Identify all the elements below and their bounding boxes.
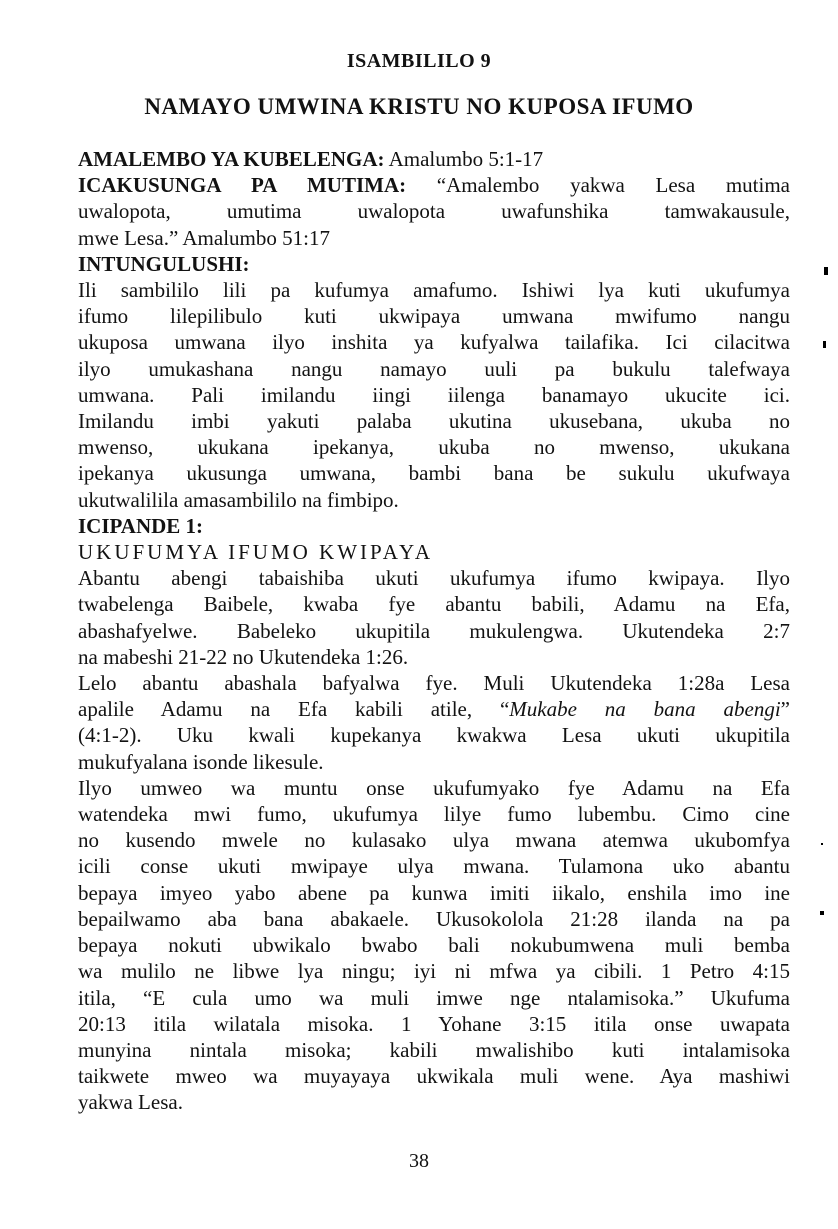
page-title: NAMAYO UMWINA KRISTU NO KUPOSA IFUMO [144, 94, 694, 119]
text-line: bepailwamo aba bana abakaele. Ukusokolola 21:28 ilanda na pa [78, 906, 790, 931]
text-line: ifumo lilepilibulo kuti ukwipaya umwana mwifumo nangu [78, 304, 790, 329]
text-line: yakwa Lesa. [78, 1090, 183, 1115]
text-line: UKUFUMYA IFUMO KWIPAYA [78, 540, 434, 565]
text-line: mwe Lesa.” Amalumbo 51:17 [78, 225, 330, 250]
icakusunga-pa-mutima [78, 172, 790, 251]
text-line: ukutwalilila amasambililo na fimbipo. [78, 487, 399, 512]
text-line: uwalopota, umutima uwalopota uwafunshika tamwakausule, [78, 199, 790, 224]
paragraph-ilyo-umweo [78, 775, 790, 1116]
text-line: abashafyelwe. Babeleko ukupitila mukulengwa. Ukutendeka 2:7 [78, 618, 790, 643]
text-line: ICAKUSUNGA PA MUTIMA: “Amalembo yakwa Lesa mutima [78, 173, 790, 198]
text-line: umwana. Pali imilandu iingi iilenga banamayo ukucite ici. [78, 382, 790, 407]
scan-artifact-mark [823, 341, 826, 348]
page-number: 38 [409, 1150, 429, 1172]
text-line: ipekanya ukusunga umwana, bambi bana be sukulu ukufwaya [78, 461, 790, 486]
text-line: AMALEMBO YA KUBELENGA: Amalumbo 5:1-17 [78, 147, 544, 171]
text-line: Imilandu imbi yakuti palaba ukutina ukusebana, ukuba no [78, 409, 790, 434]
text-line: apalile Adamu na Efa kabili atile, “Mukabe na bana abengi” [78, 697, 790, 722]
text-line: watendeka mwi fumo, ukufumya lilye fumo lubembu. Cimo cine [78, 802, 790, 827]
text-line: bepaya imyeo yabo abene pa kunwa imiti iikalo, enshila imo ine [78, 880, 790, 905]
scan-artifact-mark [821, 843, 823, 845]
text-line: mwenso, ukukana ipekanya, ukuba no mwenso, ukukana [78, 435, 790, 460]
text-line: icili conse ukuti mwipaye ulya mwana. Tulamona uko abantu [78, 854, 790, 879]
text-line: ilyo umukashana nangu namayo uuli pa bukulu talefwaya [78, 356, 790, 381]
intungulushi-paragraph [78, 277, 790, 513]
text-line: Lelo abantu abashala bafyalwa fye. Muli Ukutendeka 1:28a Lesa [78, 671, 790, 696]
text-line: itila, “E cula umo wa muli imwe nge ntalamisoka.” Ukufuma [78, 985, 790, 1010]
amalembo-ya-kubelenga [78, 146, 790, 172]
text-line: mukufyalana isonde likesule. [78, 749, 324, 774]
icipande-1-heading [78, 513, 790, 539]
paragraph-abantu-abengi [78, 565, 790, 670]
text-line: ICIPANDE 1: [78, 513, 204, 538]
text-line: no kusendo mwele no kulasako ulya mwana atemwa ukubomfya [78, 828, 790, 853]
document-body [78, 146, 790, 1116]
text-line: INTUNGULUSHI: [78, 251, 250, 276]
text-line: Ili sambililo lili pa kufumya amafumo. Ishiwi lya kuti ukufumya [78, 278, 790, 303]
text-line: twabelenga Baibele, kwaba fye abantu babili, Adamu na Efa, [78, 592, 790, 617]
text-line: Abantu abengi tabaishiba ukuti ukufumya ifumo kwipaya. Ilyo [78, 566, 790, 591]
intungulushi-heading [78, 251, 790, 277]
text-line: taikwete mweo wa muyayaya ukwikala muli wene. Aya mashiwi [78, 1064, 790, 1089]
text-line: wa mulilo ne libwe lya ningu; iyi ni mfwa ya cibili. 1 Petro 4:15 [78, 959, 790, 984]
text-line: 20:13 itila wilatala misoka. 1 Yohane 3:15 itila onse uwapata [78, 1011, 790, 1036]
text-line: ukuposa umwana ilyo inshita ya kufyalwa tailafika. Ici cilacitwa [78, 330, 790, 355]
text-line: Ilyo umweo wa muntu onse ukufumyako fye Adamu na Efa [78, 775, 790, 800]
scan-artifact-mark [820, 911, 824, 915]
paragraph-lelo-abantu [78, 670, 790, 775]
lesson-header: ISAMBILILO 9 [346, 50, 492, 72]
text-line: bepaya nokuti ubwikalo bwabo bali nokubumwena muli bemba [78, 933, 790, 958]
ukufumya-ifumo-kwipaya-subheading [78, 539, 790, 565]
text-line: (4:1-2). Uku kwali kupekanya kwakwa Lesa ukuti ukupitila [78, 723, 790, 748]
scan-artifact-mark [824, 267, 828, 275]
text-line: na mabeshi 21-22 no Ukutendeka 1:26. [78, 644, 409, 669]
text-line: munyina nintala misoka; kabili mwalishibo kuti intalamisoka [78, 1037, 790, 1062]
